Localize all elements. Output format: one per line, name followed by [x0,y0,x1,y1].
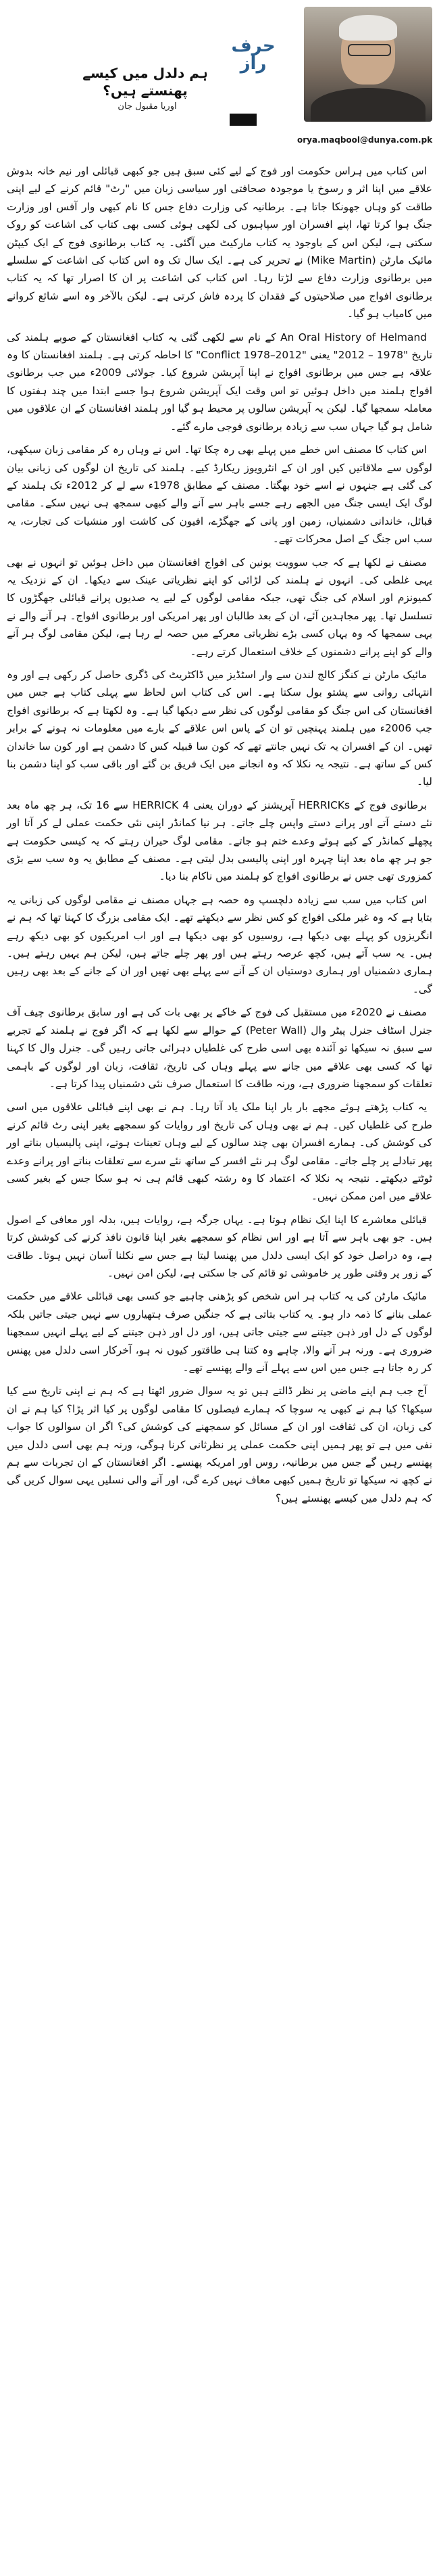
paragraph: مائیک مارٹن کی یہ کتاب ہر اس شخص کو پڑھنی چاہیے جو کسی بھی قبائلی علاقے میں حکمت عملی بنانے کا ذمہ دار ہو۔ یہ کتاب بتاتی ہے کہ جنگیں صرف ہتھیاروں سے نہیں جیتی جاتیں بلکہ لوگوں کے دل اور ذہن جیتنے سے جیتی جاتی ہیں، اور دل اور ذہن جیتنے کے لیے پہلے انہیں سمجھنا ضروری ہے۔ ورنہ ہر آنے والا، چاہے وہ کتنا ہی طاقتور کیوں نہ ہو، آخرکار اسی دلدل میں پھنس کر رہ جاتا ہے جس میں اس سے پہلے آنے والے پھنسے تھے۔ [7,1290,432,1374]
paragraph: اس کتاب میں ہراس حکومت اور فوج کے لیے کئی سبق ہیں جو کبھی قبائلی اور نیم خانہ بدوش علاقے میں اپنا اثر و رسوخ یا موجودہ صحافتی اور سیاسی زبان میں "رٹ" قائم کرنے کے لیے اپنی طاقت کو وہاں جھونکا جاتا ہے۔ برطانیہ کی وزارت دفاع جس کا نام کبھی وار آفس اور وزارت جنگ ہوا کرتا تھا، اپنے افسران اور سپاہیوں کی لکھی ہوئی کسی بھی کتاب کی اشاعت کو روک سکتی ہے، لیکن اس کے باوجود یہ کتاب مارکیٹ میں آگئی۔ یہ کتاب برطانوی فوج کے ایک کیپٹن مائیک مارٹن (Mike Martin) نے تحریر کی ہے۔ ایک سال تک وہ اس کتاب کی اشاعت کے سلسلے میں برطانوی وزارت دفاع سے لڑتا رہا۔ اس کتاب کی اشاعت پر ان کا اصرار تھا کہ یہ کتاب برطانوی افواج میں صلاحیتوں کے فقدان کا پردہ فاش کرتی ہے۔ لیکن بالآخر وہ اسے شائع کروانے میں کامیاب ہو گیا۔ [7,165,432,320]
logo-wordmark: حرف راز [231,36,276,74]
paragraph: یہ کتاب پڑھتے ہوئے مجھے بار بار اپنا ملک یاد آتا رہا۔ ہم نے بھی اپنے قبائلی علاقوں میں اسی طرح کی غلطیاں کیں۔ ہم نے بھی وہاں کی تاریخ اور روایات کو سمجھے بغیر اپنی رٹ قائم کرنے کی کوشش کی۔ ہمارے افسران بھی چند سالوں کے لیے وہاں تعینات ہوتے، اپنی پالیسیاں بناتے اور پھر تبادلے پر چلے جاتے۔ مقامی لوگ ہر نئے افسر کے ساتھ نئے سرے سے تعلقات بناتے اور پرانے وعدے ٹوٹتے دیکھتے۔ نتیجہ یہ نکلا کہ اعتماد کا وہ رشتہ کبھی قائم ہی نہ ہو سکا جس کے بغیر کسی علاقے میں امن ممکن نہیں۔ [7,1101,432,1203]
paragraph: اس کتاب کا مصنف اس خطے میں پہلے بھی رہ چکا تھا۔ اس نے وہاں رہ کر مقامی زبان سیکھی، لوگوں سے ملاقاتیں کیں اور ان کے انٹرویوز ریکارڈ کیے۔ ہلمند کی تاریخ ان لوگوں کی زبانی بیان کی گئی ہے جنہوں نے اسے خود بھگتا۔ مصنف کے مطابق 1978ء سے لے کر 2012ء تک ہلمند کے لوگ ایک ایسی جنگ میں الجھے رہے جسے باہر سے آنے والے کبھی سمجھ ہی نہیں سکے۔ مقامی قبائل، خاندانی دشمنیاں، زمین اور پانی کے جھگڑے، افیون کی کاشت اور منشیات کی تجارت، یہ سب اس جنگ کے اصل محرکات تھے۔ [7,444,432,546]
paragraph: آج جب ہم اپنے ماضی پر نظر ڈالتے ہیں تو یہ سوال ضرور اٹھتا ہے کہ ہم نے اپنی تاریخ سے کیا سیکھا؟ کیا ہم نے کبھی یہ سوچا کہ ہمارے فیصلوں کا مقامی لوگوں پر کیا اثر پڑا؟ کیا ہم نے ان کی زبان، ان کی ثقافت اور ان کے مسائل کو سمجھنے کی کوشش کی؟ اگر ان سوالوں کا جواب نفی میں ہے تو پھر ہمیں اپنی حکمت عملی پر نظرثانی کرنا ہوگی، ورنہ ہم بھی اسی دلدل میں پھنسے رہیں گے جس میں برطانیہ، روس اور امریکہ پھنسے۔ اگر افغانستان کے ان تجربات سے ہم نے کچھ نہ سیکھا تو تاریخ ہمیں کبھی معاف نہیں کرے گی، اور آنے والی نسلیں یہی سوال کریں گی کہ ہم دلدل میں کیسے پھنستے ہیں؟ [7,1385,432,1504]
paragraph: اس کتاب میں سب سے زیادہ دلچسپ وہ حصہ ہے جہاں مصنف نے مقامی لوگوں کی زبانی یہ بتایا ہے کہ وہ غیر ملکی افواج کو کس نظر سے دیکھتے تھے۔ ایک مقامی بزرگ کا کہنا تھا کہ ہم نے انگریزوں کو پہلے بھی دیکھا ہے، روسیوں کو بھی دیکھا ہے اور اب امریکیوں کو بھی دیکھ رہے ہیں۔ یہ سب آتے ہیں، کچھ عرصہ رہتے ہیں اور پھر چلے جاتے ہیں، لیکن ہم یہیں رہتے ہیں۔ ہماری دشمنیاں اور ہماری دوستیاں ان کے آنے سے پہلے بھی تھیں اور ان کے جانے کے بعد بھی رہیں گی۔ [7,893,432,995]
column-header [0,0,439,149]
photo-shoulders [311,88,425,122]
photo-hair [339,15,397,41]
logo-banner-shape [230,114,257,126]
author-email[interactable]: orya.maqbool@dunya.com.pk [297,135,433,145]
article-body [7,162,432,1512]
paragraph: قبائلی معاشرے کا اپنا ایک نظام ہوتا ہے۔ یہاں جرگہ ہے، روایات ہیں، بدلہ اور معافی کے اصول ہیں۔ جو بھی باہر سے آتا ہے اور اس نظام کو سمجھے بغیر اپنا قانون نافذ کرنے کی کوشش کرتا ہے، وہ دراصل خود کو ایک ایسی دلدل میں پھنسا لیتا ہے جس سے نکلنا آسان نہیں ہوتا۔ طاقت کے زور پر وقتی طور پر خاموشی تو قائم کی جا سکتی ہے، لیکن امن نہیں۔ [7,1213,432,1279]
paragraph: مصنف نے لکھا ہے کہ جب سوویت یونین کی افواج افغانستان میں داخل ہوئیں تو انہوں نے بھی یہی غلطی کی۔ انہوں نے ہلمند کی لڑائی کو اپنے نظریاتی عینک سے دیکھا۔ ان کے نزدیک یہ کمیونزم اور اسلام کی جنگ تھی، جبکہ مقامی لوگوں کے لیے یہ صدیوں پرانے قبائلی جھگڑوں کا تسلسل تھا۔ پھر مجاہدین آئے، ان کے بعد طالبان اور پھر امریکی اور برطانوی افواج۔ ہر آنے والے نے یہی سمجھا کہ وہ یہاں کسی بڑے نظریاتی معرکے میں حصہ لے رہا ہے، لیکن مقامی لوگ ہر آنے والے کو اپنے پرانے دشمنوں کے خلاف استعمال کرتے رہے۔ [7,556,432,658]
paragraph: برطانوی فوج کے HERRICKs آپریشنز کے دوران یعنی HERRICK 4 سے 16 تک، ہر چھ ماہ بعد نئے دستے آتے اور پرانے دستے واپس چلے جاتے۔ ہر نیا کمانڈر اپنی نئی حکمت عملی لے کر آتا اور پچھلے کمانڈر کے کیے ہوئے وعدے ختم ہو جاتے۔ مقامی لوگ حیران رہتے کہ یہ کیسی حکومت ہے جو ہر چھ ماہ بعد اپنا چہرہ اور اپنی پالیسی بدل لیتی ہے۔ مصنف کے مطابق یہ وہ سب سے بڑی کمزوری تھی جس نے برطانوی افواج کو ہلمند میں ناکام بنا دیا۔ [7,798,432,883]
author-byline: اوریا مقبول جان [118,101,177,112]
paragraph: مصنف نے 2020ء میں مستقبل کی فوج کے خاکے پر بھی بات کی ہے اور سابق برطانوی چیف آف جنرل اسٹاف جنرل پیٹر وال (Peter Wall) کے حوالے سے لکھا ہے کہ اگر فوج نے ہلمند کے تجربے سے سبق نہ سیکھا تو آئندہ بھی اسی طرح کی غلطیاں دہرائی جاتی رہیں گی۔ جنرل وال کا کہنا تھا کہ کسی بھی علاقے میں جانے سے پہلے وہاں کی تاریخ، ثقافت، زبان اور لوگوں کے باہمی تعلقات کو سمجھنا ضروری ہے، ورنہ طاقت کا استعمال صرف نئی دشمنیاں پیدا کرتا ہے۔ [7,1006,433,1090]
paragraph: مائیک مارٹن نے کنگز کالج لندن سے وار اسٹڈیز میں ڈاکٹریٹ کی ڈگری حاصل کر رکھی ہے اور وہ انتہائی روانی سے پشتو بول سکتا ہے۔ اس کی کتاب اس لحاظ سے پہلی کتاب ہے جس میں افغانستان کی اس جنگ کو مقامی لوگوں کی نظر سے دیکھا گیا ہے۔ وہ لکھتا ہے کہ برطانوی افواج جب 2006ء میں ہلمند پہنچیں تو ان کے پاس اس علاقے کے بارے میں معلومات نہ ہونے کے برابر تھیں۔ ان کے افسران یہ تک نہیں جانتے تھے کہ کون سا قبیلہ کس کا دشمن ہے اور کون سا خاندان کس کے ساتھ ہے۔ نتیجہ یہ نکلا کہ وہ انجانے میں ایک فریق بن گئے اور باقی سب کو اپنا دشمن بنا لیا۔ [7,668,432,788]
author-photo [304,7,432,122]
column-logo [216,10,290,105]
paragraph: An Oral History of Helmand کے نام سے لکھی گئی یہ کتاب افغانستان کے صوبے ہلمند کی تاریخ "1978 – 2012" یعنی "Conflict 1978–2012" کا احاطہ کرتی ہے۔ ہلمند افغانستان کا وہ علاقہ ہے جس میں برطانوی افواج نے اپنا آپریشن شروع کیا۔ جولائی 2009ء میں جب برطانوی افواج ہلمند میں داخل ہوئیں تو اس وقت ایک آپریشن شروع ہوا جسے ابتدا میں چند ہفتوں کا معاملہ سمجھا گیا۔ لیکن یہ آپریشن سالوں پر محیط ہو گیا اور ہلمند افغانستان کے ان علاقوں میں شامل ہو گیا جہاں سب سے زیادہ برطانوی فوجی مارے گئے۔ [7,331,432,433]
article-headline: ہم دلدل میں کیسے پھنستے ہیں؟ [82,65,208,99]
photo-glasses [348,44,391,56]
